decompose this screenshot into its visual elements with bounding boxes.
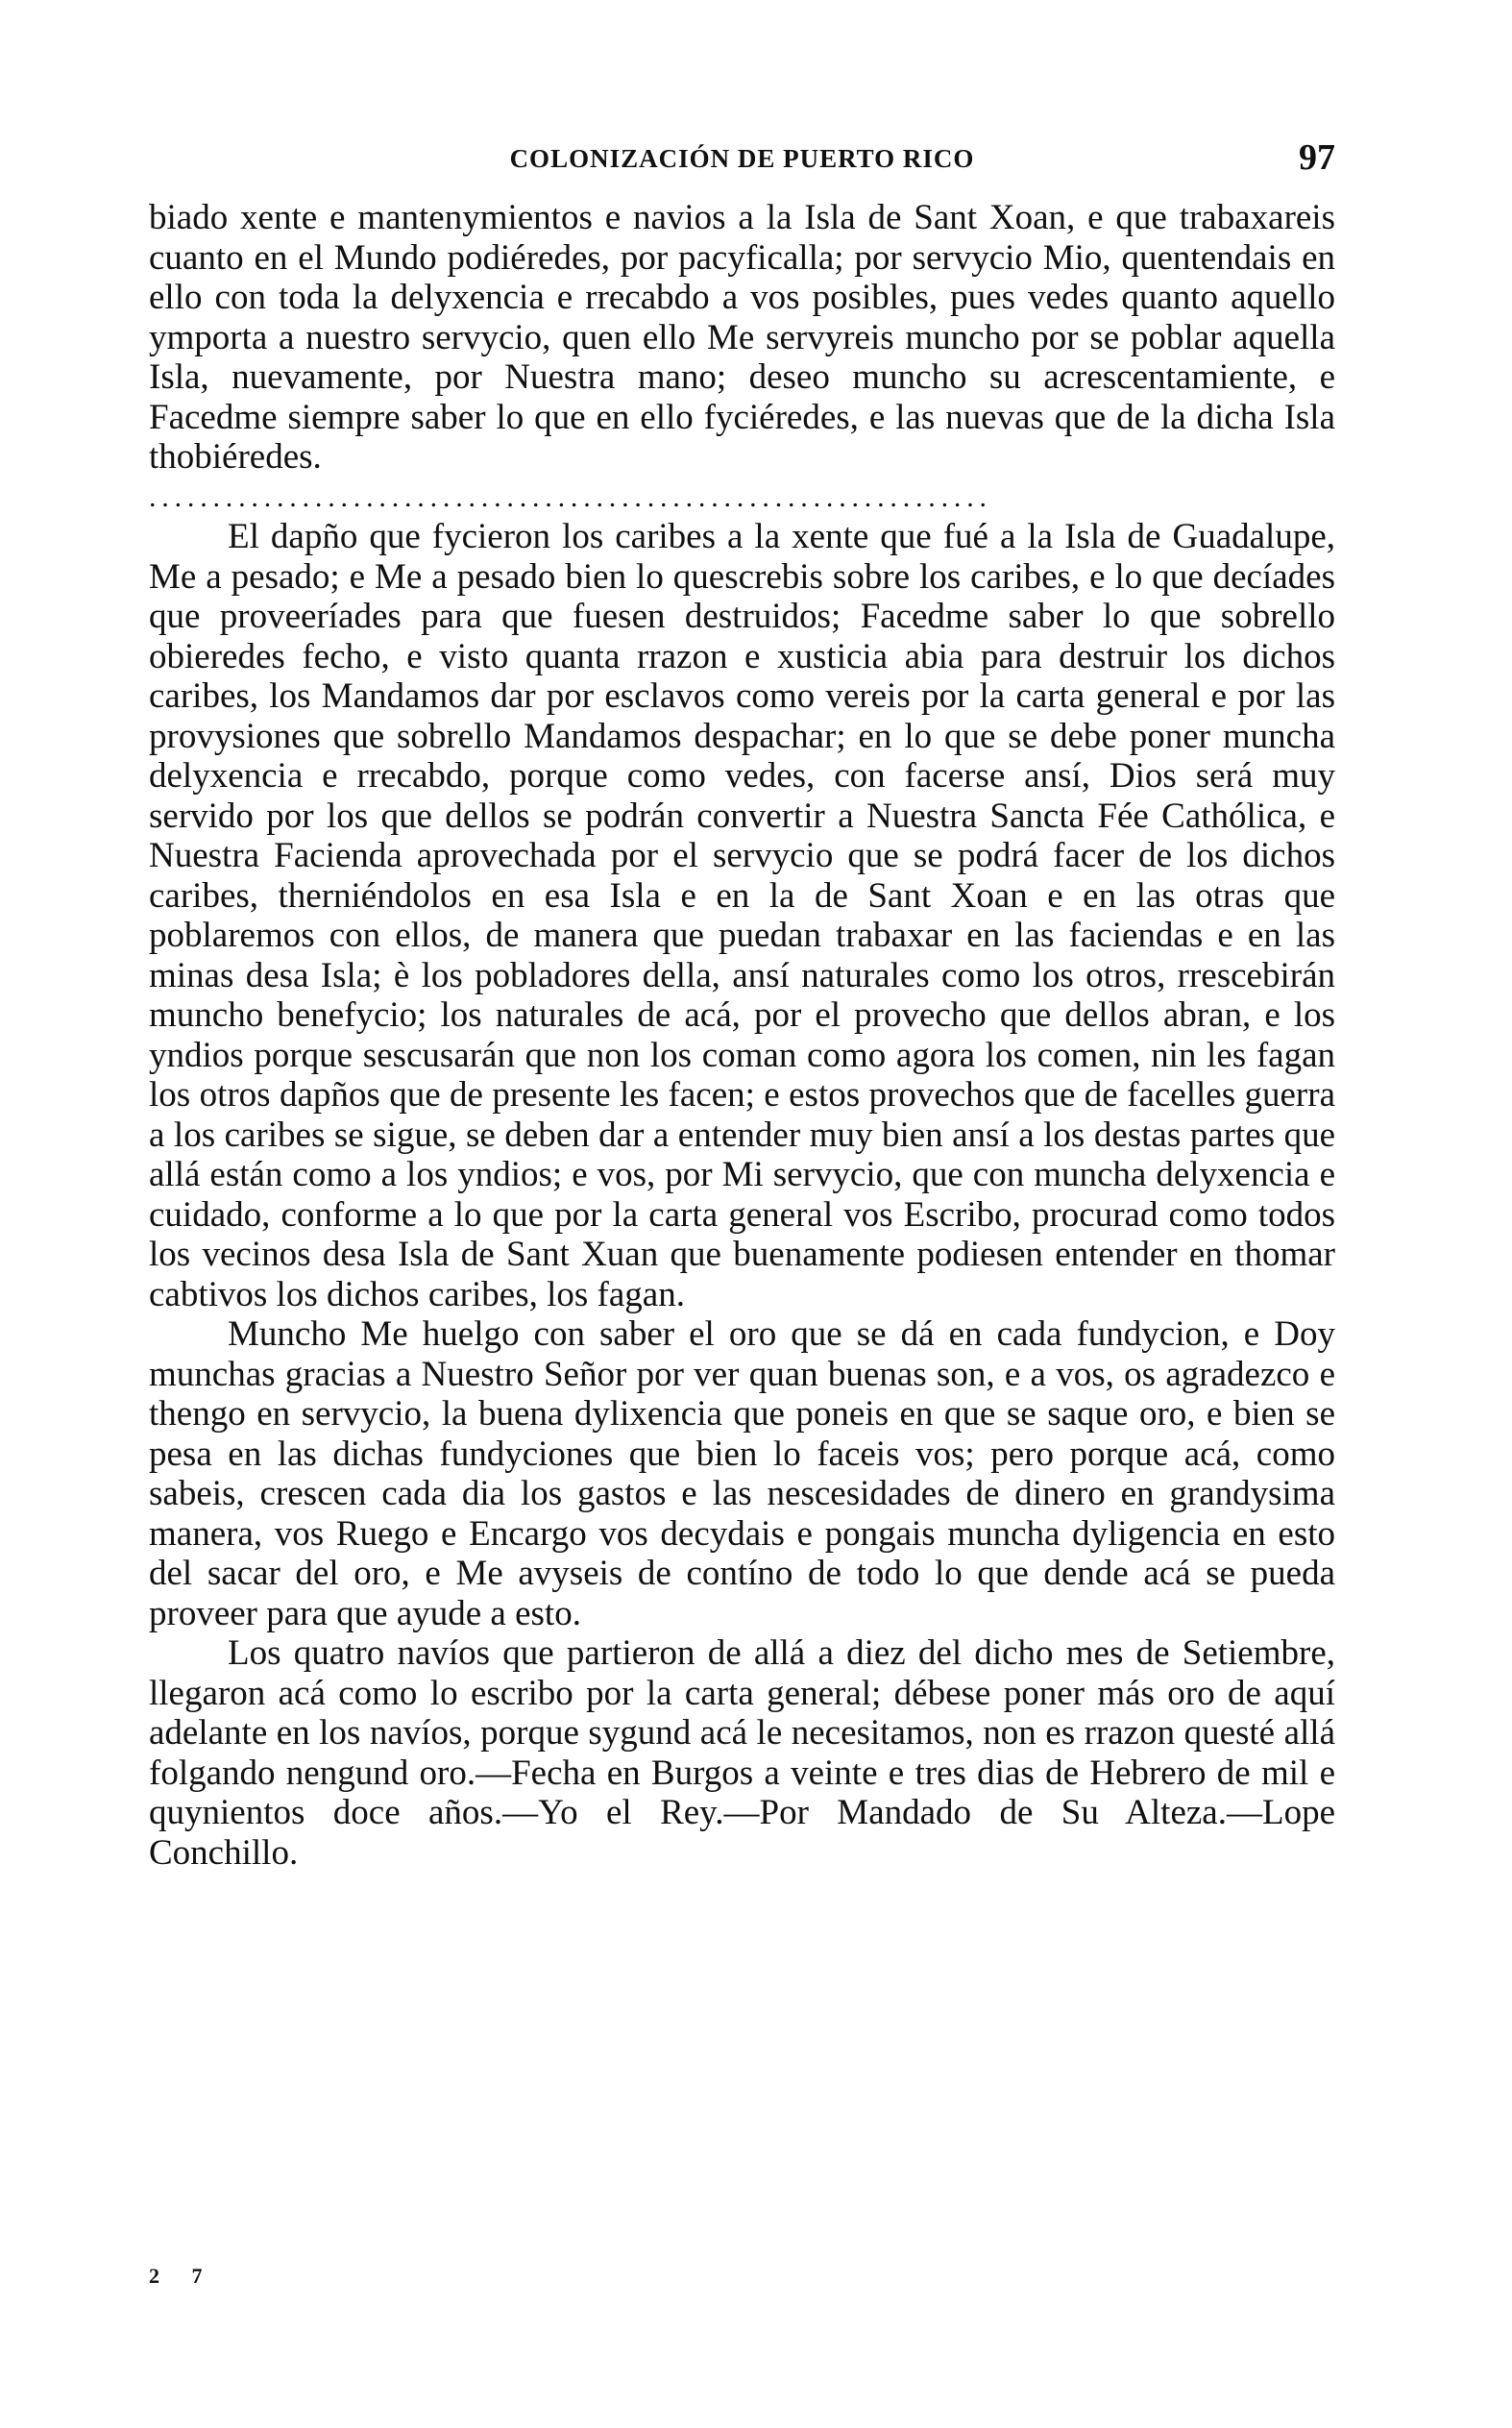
running-head: COLONIZACIÓN DE PUERTO RICO xyxy=(509,144,975,173)
page-header xyxy=(149,136,1335,186)
paragraph-1: biado xente e mantenymientos e navios a la Isla de Sant Xoan, e que trabaxareis cuanto en el Mundo podiéredes, por pacyficalla; por servycio Mio, quentendais en ello con toda la delyxencia e rrecabdo a vos posibles, pues vedes quanto aquello ymporta a nuestro servycio, quen ello Me servyreis muncho por se poblar aquella Isla, nuevamente, por Nuestra mano; deseo muncho su acrescentamiente, e Facedme siempre saber lo que en ello fyciéredes, e las nuevas que de la dicha Isla thobiéredes. xyxy=(149,198,1335,477)
body-text xyxy=(149,198,1335,1873)
paragraph-3: Muncho Me huelgo con saber el oro que se dá en cada fundycion, e Doy munchas gracias a Nuestro Señor por ver quan buenas son, e a vos, os agradezco e thengo en servycio, la buena dylixencia que poneis en que se saque oro, e bien se pesa en las dichas fundyciones que bien lo faceis vos; pero porque acá, como sabeis, crescen cada dia los gastos e las nescesidades de dinero en grandysima manera, vos Ruego e Encargo vos decydais e pongais muncha dyligencia en esto del sacar del oro, e Me avyseis de contíno de todo lo que dende acá se pueda proveer para que ayude a esto. xyxy=(149,1314,1335,1633)
paragraph-4: Los quatro navíos que partieron de allá a diez del dicho mes de Setiembre, llegaron acá como lo escribo por la carta general; débese poner más oro de aquí adelante en los navíos, porque sygund acá le necesitamos, non es rrazon questé allá folgando nengund oro.—Fecha en Burgos a veinte e tres dias de Hebrero de mil e quynientos doce años.—Yo el Rey.—Por Mandado de Su Alteza.—Lope Conchillo. xyxy=(149,1633,1335,1873)
paragraph-2: El dapño que fycieron los caribes a la xente que fué a la Isla de Guadalupe, Me a pesado; e Me a pesado bien lo quescrebis sobre los caribes, e lo que decíades que proveeríades para que fuesen destruidos; Facedme saber lo que sobrello obieredes fecho, e visto quanta rrazon e xusticia abia para destruir los dichos caribes, los Mandamos dar por esclavos como vereis por la carta general e por las provysiones que sobrello Mandamos despachar; en lo que se debe poner muncha delyxencia e rrecabdo, porque como vedes, con facerse ansí, Dios será muy servido por los que dellos se podrán convertir a Nuestra Sancta Fée Cathólica, e Nuestra Facienda aprovechada por el servycio que se podrá facer de los dichos caribes, therniéndolos en esa Isla e en la de Sant Xoan e en las otras que poblaremos con ellos, de manera que puedan trabaxar en las faciendas e en las minas desa Isla; è los pobladores della, ansí naturales como los otros, rrescebirán muncho benefycio; los naturales de acá, por el provecho que dellos abran, e los yndios porque sescusarán que non los coman como agora los comen, nin les fagan los otros dapños que de presente les facen; e estos provechos que de facelles guerra a los caribes se sigue, se deben dar a entender muy bien ansí a los destas partes que allá están como a los yndios; e vos, por Mi servycio, que con muncha delyxencia e cuidado, conforme a lo que por la carta general vos Escribo, procurad como todos los vecinos desa Isla de Sant Xuan que buenamente podiesen entender en thomar cabtivos los dichos caribes, los fagan. xyxy=(149,517,1335,1314)
ellipsis-separator: .................................................................. xyxy=(149,480,992,513)
signature-mark: 2 7 xyxy=(149,2264,216,2288)
page-number: 97 xyxy=(1299,137,1335,178)
